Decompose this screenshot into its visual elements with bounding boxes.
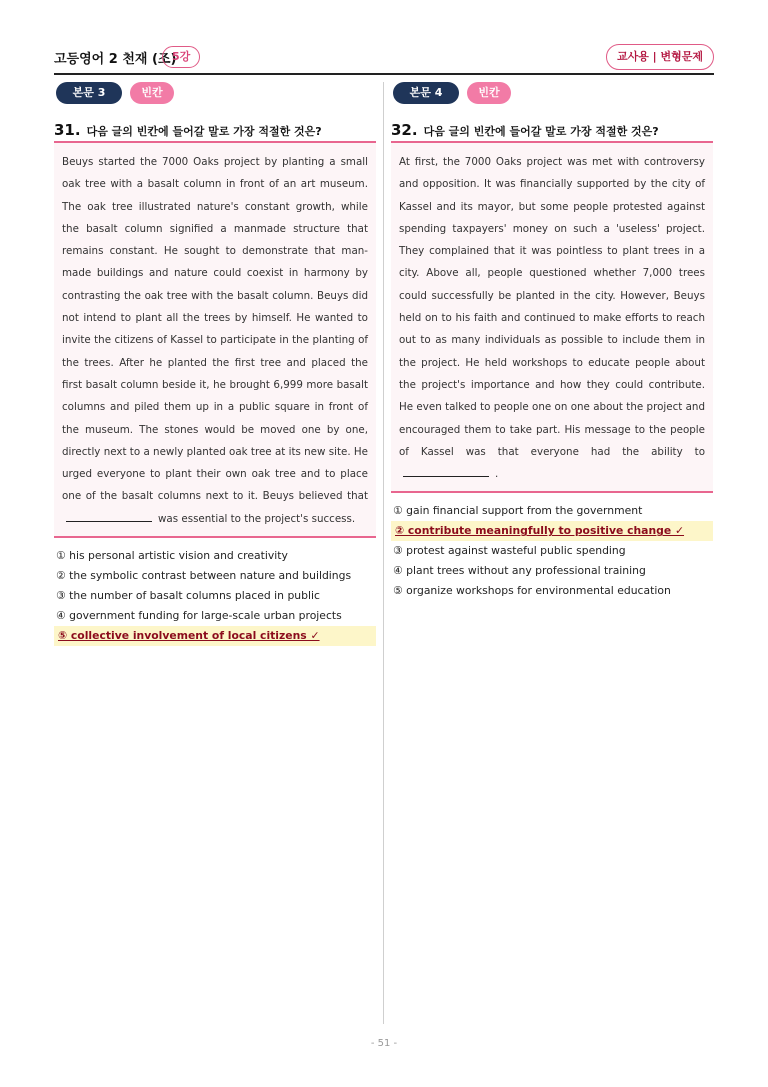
passage-bottom-rule [391,491,713,493]
passage-32 [391,143,713,491]
page-header [54,44,714,74]
book-title: 고등영어 2 천재 (조) [54,52,177,67]
type-tag: 빈칸 [130,82,174,104]
option-5-correct: ⑤ collective involvement of local citizens ✓ [54,626,376,646]
options-32 [391,501,713,601]
option-2: ② the symbolic contrast between nature and buildings [56,569,352,583]
passage-text: Beuys started the 7000 Oaks project by planting a small oak tree with a basalt column in front of an art museum. The oak tree illustrated nature's constant growth, while the basalt column signified a manmade structure that remains constant. He sought to demonstrate that man-made buildings and nature could coexist in harmony by contrasting the oak tree with the basalt column. Beuys did not intend to plant all the trees by himself. He wanted to invite the citizens of Kassel to participate in the planting of the trees. After he planted the first tree and placed the first basalt column beside it, he brought 6,999 more basalt columns and piled them up in a public square in front of the museum. The stones would be moved one by one, directly next to a newly planted oak tree at its new site. He urged everyone to plant their own oak tree and to place one of the basalt columns next to it. Beuys believed that [62,156,368,503]
left-column [54,82,376,646]
passage-bottom-rule [54,536,376,538]
question-number: 31. [54,121,81,139]
header-rule [54,73,714,75]
section-tag: 본문 3 [56,82,122,104]
question-text: 다음 글의 빈칸에 들어갈 말로 가장 적절한 것은? [423,125,659,138]
option-1: ① his personal artistic vision and creativity [56,549,288,563]
option-4: ④ plant trees without any professional training [393,564,646,578]
option-1: ① gain financial support from the government [393,504,643,518]
right-tags [391,82,713,106]
page-number: - 51 - [370,1038,398,1049]
left-tags [54,82,376,106]
right-column [391,82,713,601]
lesson-badge: 5강 [162,46,200,68]
column-divider [383,82,384,1024]
question-32 [391,121,713,141]
option-3: ③ protest against wasteful public spending [393,544,626,558]
section-tag: 본문 4 [393,82,459,104]
question-text: 다음 글의 빈칸에 들어갈 말로 가장 적절한 것은? [86,125,322,138]
option-2-correct: ② contribute meaningfully to positive change ✓ [391,521,713,541]
question-31 [54,121,376,141]
passage-end: . [495,468,499,481]
teacher-edition-badge: 교사용 | 변형문제 [606,44,714,70]
answer-blank [403,466,489,477]
options-31 [54,546,376,646]
option-4: ④ government funding for large-scale urban projects [56,609,342,623]
passage-31 [54,143,376,536]
type-tag: 빈칸 [467,82,511,104]
option-5: ⑤ organize workshops for environmental education [393,584,671,598]
passage-end: was essential to the project's success. [158,512,356,525]
option-3: ③ the number of basalt columns placed in public [56,589,320,603]
question-number: 32. [391,121,418,139]
answer-blank [66,511,152,522]
passage-text: At first, the 7000 Oaks project was met with controversy and opposition. It was financially supported by the city of Kassel and its mayor, but some people protested against spending taxpayers' money on such a 'useless' project. They complained that it was pointless to plant trees in a city. Above all, people questioned whether 7,000 trees could successfully be planted in the city. However, Beuys held on to his faith and continued to make efforts to reach out to as many individuals as possible to include them in the project. He held workshops to educate people about the project's importance and how they could contribute. He even talked to people one on one about the project and encouraged them to take part. His message to the people of Kassel was that everyone had the ability to [399,156,705,458]
